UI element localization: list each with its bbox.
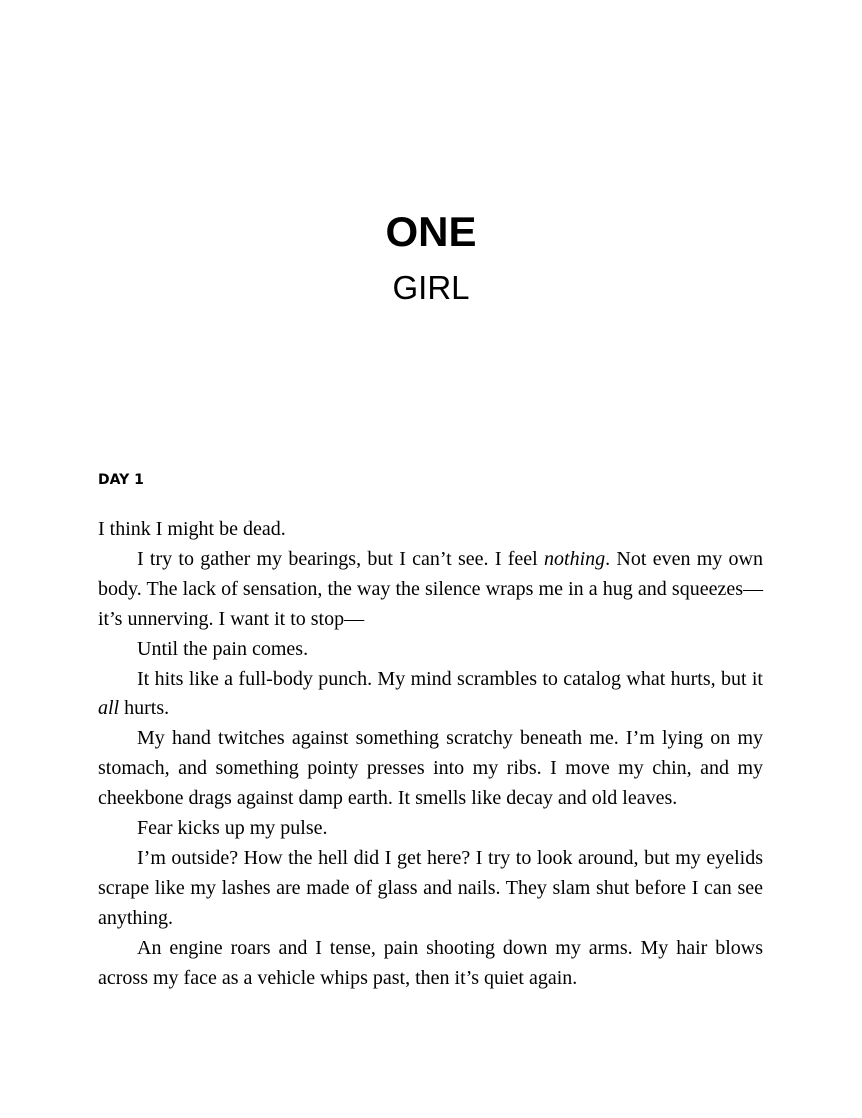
paragraph-4 [98, 665, 763, 725]
paragraph-6: Fear kicks up my pulse. [137, 817, 328, 840]
paragraph-2-before: I try to gather my bearings, but I can’t see. I feel [137, 547, 545, 570]
day-label: DAY 1 [98, 472, 144, 488]
paragraph-4-before: It hits like a full-body punch. My mind scrambles to catalog what hurts, but it [137, 667, 763, 690]
paragraph-2 [98, 545, 763, 635]
chapter-body [98, 515, 763, 994]
paragraph-4-emphasis: all [98, 697, 120, 720]
paragraph-3: Until the pain comes. [137, 637, 309, 660]
chapter-title: GIRL [392, 269, 470, 306]
paragraph-4-after: hurts. [119, 697, 170, 720]
paragraph-1: I think I might be dead. [98, 518, 286, 540]
paragraph-5: My hand twitches against something scratchy beneath me. I’m lying on my stomach, and something pointy presses into my ribs. I move my chin, and my cheekbone drags against damp earth. It smells like decay and old leaves. [98, 727, 763, 810]
paragraph-2-after: . Not even my own body. The lack of sensation, the way the silence wraps me in a hug and squeezes—it’s unnerving. I want it to stop— [98, 547, 763, 630]
chapter-number: ONE [385, 208, 477, 255]
paragraph-7: I’m outside? How the hell did I get here? I try to look around, but my eyelids scrape like my lashes are made of glass and nails. They slam shut before I can see anything. [98, 846, 763, 929]
paragraph-8: An engine roars and I tense, pain shooting down my arms. My hair blows across my face as a vehicle whips past, then it’s quiet again. [98, 936, 763, 989]
paragraph-2-emphasis: nothing [544, 547, 606, 570]
